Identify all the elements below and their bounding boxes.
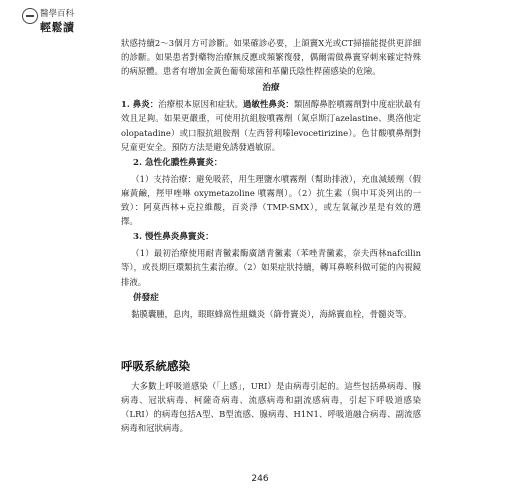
complication-paragraph: 黏膜囊腫，息肉，眼眶蜂窩性組織炎（篩骨竇炎），海綿竇血栓，骨髓炎等。 — [131, 308, 412, 319]
logo-line1: 醫學百科 — [40, 9, 75, 19]
item2-heading: 2. 急性化膿性鼻竇炎： — [133, 157, 223, 168]
item1-bold: 過敏性鼻炎： — [243, 99, 294, 110]
item3-paragraph: （1）最初治療使用耐青黴素酶廣譜青黴素（苯唑青黴素，奈夫西林nafcillin等），或長期巨環類抗生素治療。（2）如果症狀持續，轉耳鼻喉科做可能的內視鏡排液。 — [121, 248, 421, 287]
item1-text-b: 類固醇鼻腔噴霧劑對中度症狀最有效且足夠。如果更嚴重，可使用抗組胺噴霧劑（氮卓斯汀azelastine、奧洛他定olopatadine）或口服抗組胺劑（左西替利嗪levocetirizine）。色甘酸噴鼻劑對兒童更安全。預防方法是避免誘發過敏原。 — [121, 99, 422, 152]
logo-icon — [22, 8, 38, 24]
intro-paragraph: 狀感持續2～3個月方可診斷。如果確診必要，上頜竇X光或CT掃描能提供更詳細的診斷。如果患者對藥物治療無反應或頻繁復發，偶爾需做鼻竇穿刺來確定特殊的病原體。患者有增加金黃色葡萄球菌和革蘭氏陰性桿菌感染的危險。 — [121, 38, 421, 77]
section-paragraph: 大多數上呼吸道感染（「上感」，URI）是由病毒引起的。這些包括鼻病毒、腺病毒、冠狀病毒、柯薩奇病毒、流感病毒和副流感病毒，引起下呼吸道感染（LRI）的病毒包括A型、B型流感、腺病毒、H1N1、呼吸道融合病毒、副流感病毒和冠狀病毒。 — [121, 381, 421, 434]
treatment-heading: 治療 — [262, 83, 280, 94]
section-body — [121, 379, 421, 435]
item1-text-a: 治療根本原因和症狀。 — [158, 99, 244, 110]
section-title: 呼吸系統感染 — [121, 359, 190, 373]
page-number: 246 — [251, 474, 269, 484]
item2-paragraph: （1）支持治療：避免吸菸，用生理鹽水噴霧劑（幫助排液），充血減緩劑（假麻黃鹼，羥甲唑啉 oxymetazoline 噴霧劑）。（2）抗生素（與中耳炎列出的一致）：阿莫西林+克拉維酸，百炎淨（TMP-SMX），或左氧氟沙星是有效的選擇。 — [121, 173, 421, 227]
page-body — [121, 36, 421, 321]
item1-label: 1. 鼻炎： — [121, 99, 159, 110]
item1-paragraph — [121, 97, 421, 153]
publisher-logo — [22, 6, 74, 38]
logo-line2: 輕鬆讀 — [40, 21, 75, 34]
complication-heading: 併發症 — [133, 292, 159, 303]
item3-heading: 3. 慢性鼻炎鼻竇炎： — [133, 232, 214, 243]
